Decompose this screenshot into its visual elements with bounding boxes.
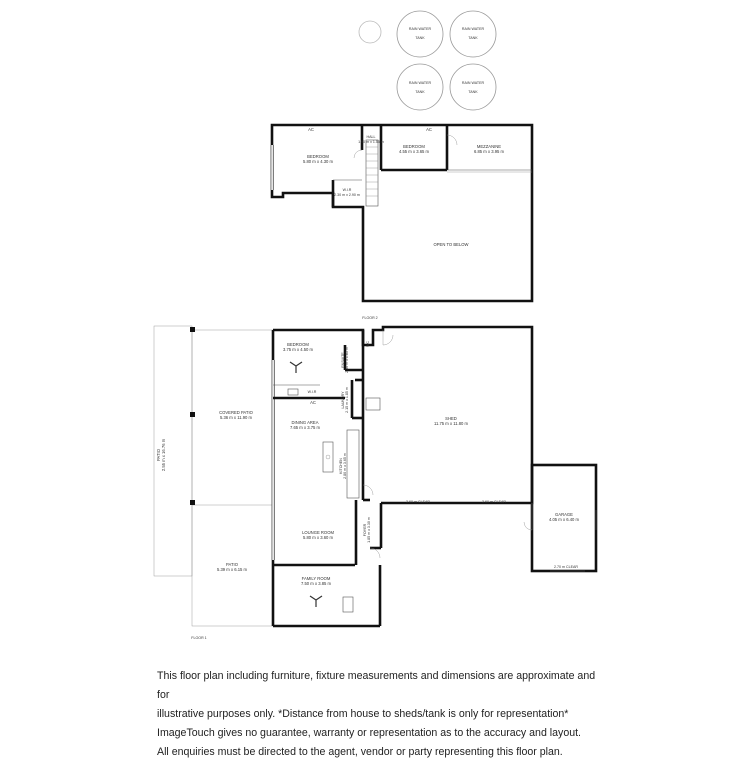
disclaimer-line: This floor plan including furniture, fixture measurements and dimensions are approximate and for bbox=[157, 670, 596, 701]
tank-label: RAIN WATER bbox=[408, 27, 432, 31]
tank-label: RAIN WATER bbox=[408, 81, 432, 85]
room-size: 11.75 m x 11.80 m bbox=[433, 421, 469, 426]
tank-sub-label: TANK bbox=[468, 90, 478, 94]
floor-label: FLOOR 1 bbox=[191, 636, 207, 640]
room-name: LAUNDRY bbox=[341, 391, 345, 409]
room-name: HALL bbox=[366, 135, 376, 139]
ceiling-fan bbox=[310, 596, 322, 607]
tank-label: RAIN WATER bbox=[461, 27, 485, 31]
room-size: 2.30 m x 1.85 m bbox=[345, 347, 349, 373]
room-size: 4.05 m x 6.40 m bbox=[548, 517, 580, 522]
room-size: 5.80 m x 4.30 m bbox=[302, 159, 334, 164]
room-name: GARAGE bbox=[555, 512, 573, 517]
room-size: 2.30 m x 2.90 m bbox=[334, 193, 360, 197]
room-name: LOUNGE ROOM bbox=[302, 530, 334, 535]
room-name: PATIO bbox=[226, 562, 238, 567]
floor-label: FLOOR 2 bbox=[362, 316, 378, 320]
room-size: 5.39 m x 6.15 m bbox=[216, 567, 248, 572]
room-size: 1.85 m x 3.30 m bbox=[367, 517, 371, 543]
room-name: MEZZANINE bbox=[476, 144, 502, 149]
clearance-label: 3.60 m CLEAR bbox=[406, 500, 430, 504]
room-name: COVERED PATIO bbox=[219, 410, 253, 415]
rain-water-tank-1 bbox=[397, 11, 443, 57]
tank-label: RAIN WATER bbox=[461, 81, 485, 85]
room-name: DINING AREA bbox=[291, 420, 319, 425]
room-size: 5.80 m x 3.60 m bbox=[302, 535, 334, 540]
room-name: WC bbox=[366, 341, 370, 347]
rain-water-tank-3 bbox=[397, 64, 443, 110]
room-size: 1.90 m x 1.55 m bbox=[358, 140, 384, 144]
rain-water-tank-2 bbox=[450, 11, 496, 57]
room-size: 2.15 m x 1.85 m bbox=[345, 387, 349, 413]
floor-1-plan bbox=[154, 326, 596, 640]
rain-water-tank-4 bbox=[450, 64, 496, 110]
room-size: 7.65 m x 3.75 m bbox=[289, 425, 321, 430]
room-name: OPEN TO BELOW bbox=[433, 242, 469, 247]
room-name: BEDROOM bbox=[307, 154, 329, 159]
staircase bbox=[366, 140, 378, 206]
clearance-label: 3.60 m CLEAR bbox=[482, 500, 506, 504]
disclaimer-line: illustrative purposes only. *Distance from house to sheds/tank is only for representation* bbox=[157, 708, 569, 720]
tank-sub-label: TANK bbox=[415, 36, 425, 40]
room-name: KITCHEN bbox=[339, 458, 343, 474]
room-size: 3.75 m x 4.50 m bbox=[282, 347, 314, 352]
disclaimer-line: All enquiries must be directed to the agent, vendor or party representing this floor plan. bbox=[157, 746, 563, 758]
disclaimer bbox=[157, 667, 597, 762]
room-size: 5.36 m x 11.90 m bbox=[219, 415, 253, 420]
tank-sub-label: TANK bbox=[415, 90, 425, 94]
room-name: W.I.R bbox=[307, 390, 317, 394]
room-size: 4.55 m x 3.65 m bbox=[398, 149, 430, 154]
room-name: BEDROOM bbox=[403, 144, 425, 149]
room-name: PATIO bbox=[156, 449, 161, 461]
tank-sub-label: TANK bbox=[468, 36, 478, 40]
room-size: 7.50 m x 3.85 m bbox=[300, 581, 332, 586]
ac-label: AC bbox=[426, 127, 432, 132]
room-size: 2.55 m x 16.76 m bbox=[161, 438, 166, 472]
ac-label: AC bbox=[308, 127, 314, 132]
clearance-label: 2.70 m CLEAR bbox=[554, 565, 578, 569]
room-name: W.I.R bbox=[342, 188, 352, 192]
room-size: 6.85 m x 3.95 m bbox=[473, 149, 505, 154]
room-size: 2.80 m x 3.65 m bbox=[343, 453, 347, 479]
floor-2-plan bbox=[271, 125, 532, 320]
room-name: ENSUITE bbox=[341, 352, 345, 368]
ceiling-fan bbox=[290, 362, 302, 373]
room-name: BEDROOM bbox=[287, 342, 309, 347]
small-round-fixture bbox=[359, 21, 381, 43]
room-name: SHED bbox=[445, 416, 457, 421]
room-name: FOYER bbox=[363, 523, 367, 537]
disclaimer-line: ImageTouch gives no guarantee, warranty or representation as to the accuracy and layout. bbox=[157, 727, 581, 739]
room-name: FAMILY ROOM bbox=[301, 576, 331, 581]
ac-label: AC bbox=[310, 400, 316, 405]
